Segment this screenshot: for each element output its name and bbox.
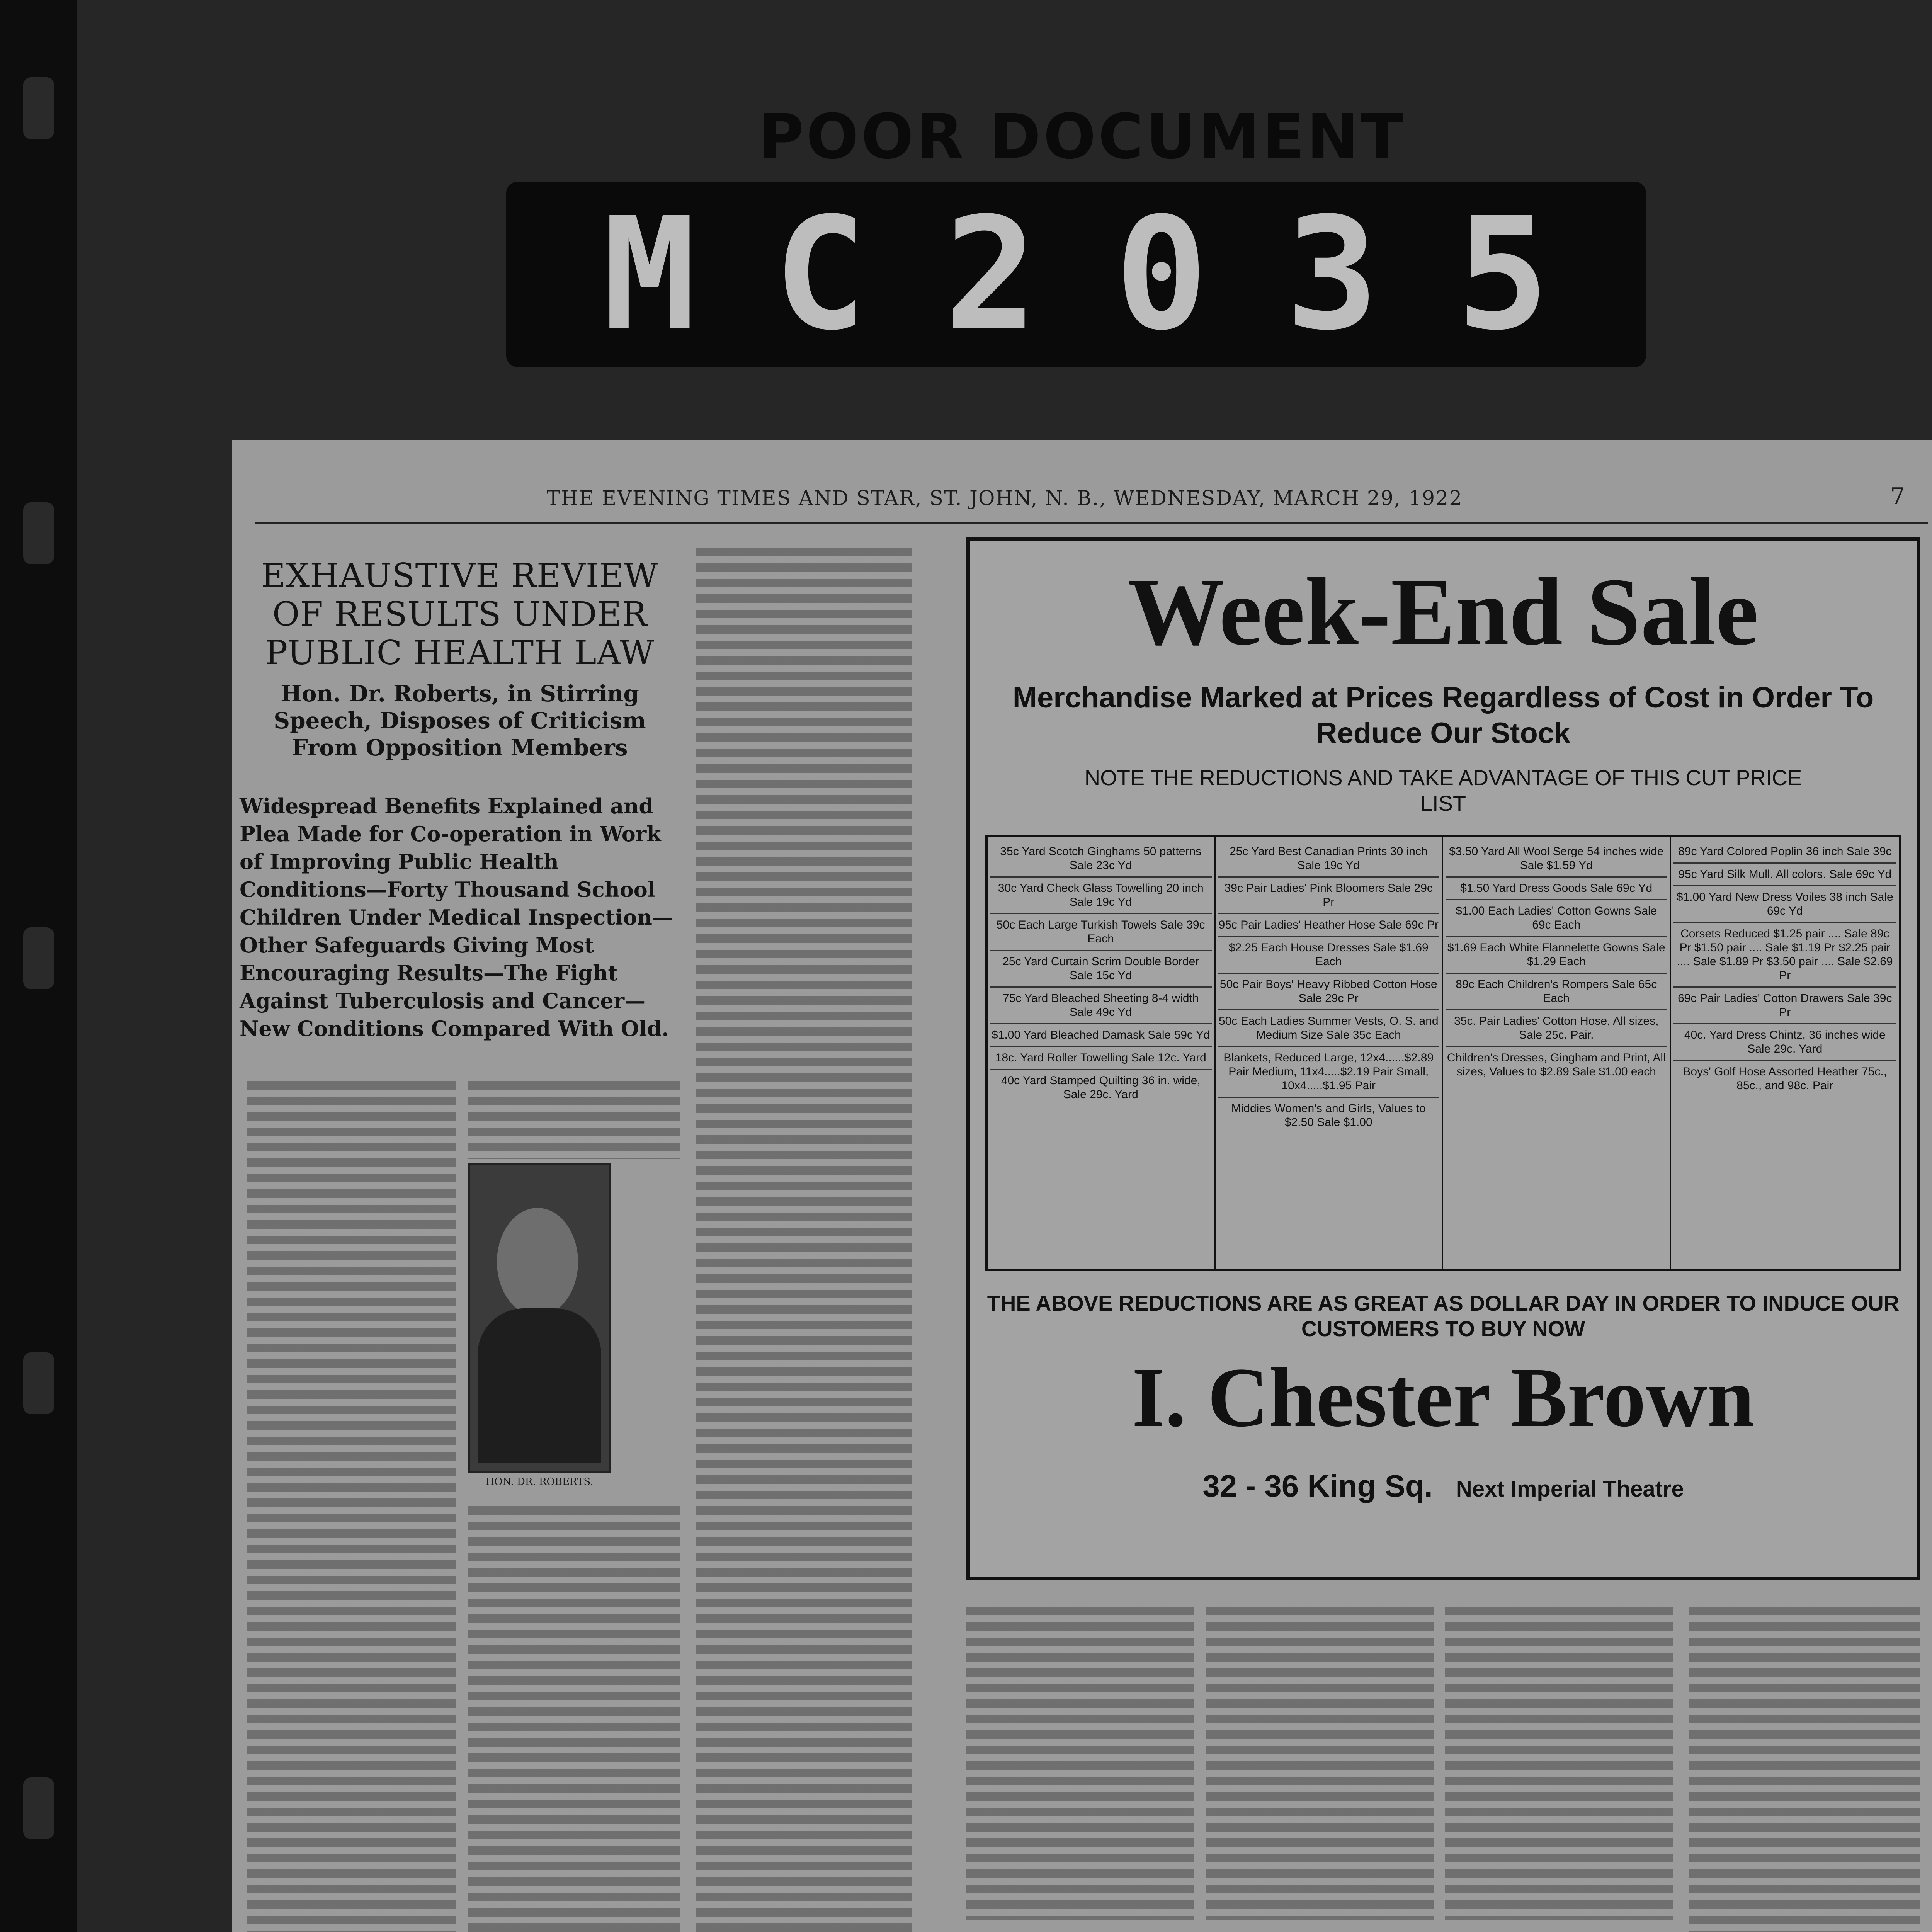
address-note: Next Imperial Theatre [1456,1476,1684,1502]
lower-column-3 [1445,1600,1673,1920]
price-item: $2.25 Each House Dresses Sale $1.69 Each [1218,937,1440,974]
article-column-1 [247,1074,456,1932]
illegible-text-lines [1689,1600,1920,1932]
price-item: $1.50 Yard Dress Goods Sale 69c Yd [1446,878,1667,900]
article-column-2-top [468,1074,680,1159]
price-item: 50c Pair Boys' Heavy Ribbed Cotton Hose Sale 29c Pr [1218,974,1440,1010]
price-item: 39c Pair Ladies' Pink Bloomers Sale 29c Pr [1218,878,1440,914]
price-item: 40c Yard Stamped Quilting 36 in. wide, Sale 29c. Yard [1001,1074,1201,1101]
ad-note: NOTE THE REDUCTIONS AND TAKE ADVANTAGE OF THIS CUT PRICE LIST [1084,765,1802,815]
price-item: $1.00 Yard New Dress Voiles 38 inch Sale 69c Yd [1673,886,1897,923]
price-item: Children's Dresses, Gingham and Print, All sizes, Values to $2.89 Sale $1.00 each [1447,1051,1666,1078]
ad-bottom-note: THE ABOVE REDUCTIONS ARE AS GREAT AS DOLLAR DAY IN ORDER TO INDUCE OUR CUSTOMERS TO BUY NOW [987,1291,1900,1341]
price-item: 40c. Yard Dress Chintz, 36 inches wide Sale 29c. Yard [1673,1024,1897,1061]
price-item: $1.69 Each White Flannelette Gowns Sale $1.29 Each [1446,937,1667,974]
microfilm-code-label [506,182,1646,367]
page-number: 7 [1890,483,1905,510]
price-item: 95c Yard Silk Mull. All colors. Sale 69c Yd [1673,864,1897,886]
ad-title: Week-End Sale [1128,558,1759,665]
price-item: Corsets Reduced $1.25 pair .... Sale 89c Pr $1.50 pair .... Sale $1.19 Pr $2.25 pair .... Sale $1.89 Pr $3.50 pair .... Sale $2.69 Pr [1673,923,1897,988]
illegible-text-lines [696,541,912,1932]
illegible-text-lines [966,1600,1194,1920]
price-column [1443,837,1671,1269]
film-rail-left [0,0,77,1932]
newspaper-page [232,440,1932,1932]
article-column-3 [696,541,912,1932]
price-item: 89c Yard Colored Poplin 36 inch Sale 39c [1673,841,1897,864]
price-list-grid [985,835,1901,1271]
illegible-text-lines [1445,1600,1673,1920]
address-text: 32 - 36 King Sq. [1202,1469,1433,1503]
article-headline: EXHAUSTIVE REVIEW OF RESULTS UNDER PUBLIC HEALTH LAW [261,556,658,672]
price-item: $1.00 Yard Bleached Damask Sale 59c Yd [990,1024,1212,1047]
sale-advertisement [966,537,1920,1580]
lower-column-2 [1206,1600,1434,1920]
lower-column-4 [1689,1600,1920,1932]
price-item: 35c. Pair Ladies' Cotton Hose, All sizes, Sale 25c. Pair. [1446,1010,1667,1047]
code-char: 5 [1456,184,1549,364]
illegible-text-lines [468,1499,680,1932]
code-char: M [603,184,696,364]
price-item: 30c Yard Check Glass Towelling 20 inch Sale 19c Yd [990,878,1212,914]
price-item: 25c Yard Best Canadian Prints 30 inch Sale 19c Yd [1218,841,1440,878]
price-column [1671,837,1899,1269]
price-item: 50c Each Ladies Summer Vests, O. S. and Medium Size Sale 35c Each [1218,1010,1440,1047]
price-item: 35c Yard Scotch Ginghams 50 patterns Sale 23c Yd [990,841,1212,878]
price-item: 95c Pair Ladies' Heather Hose Sale 69c Pr [1218,914,1440,937]
code-char: C [774,184,867,364]
price-item: $1.00 Each Ladies' Cotton Gowns Sale 69c Each [1446,900,1667,937]
price-item: Blankets, Reduced Large, 12x4......$2.89 Pair Medium, 11x4.....$2.19 Pair Small, 10x4.....$1.95 Pair [1218,1047,1440,1098]
code-char: 0 [1115,184,1208,364]
lower-column-1 [966,1600,1194,1920]
masthead-rule [255,522,1928,524]
code-char: 3 [1286,184,1379,364]
price-item: Boys' Golf Hose Assorted Heather 75c., 85c., and 98c. Pair [1683,1065,1887,1092]
price-item: $3.50 Yard All Wool Serge 54 inches wide Sale $1.59 Yd [1446,841,1667,878]
code-char: 2 [944,184,1037,364]
price-item: 25c Yard Curtain Scrim Double Border Sale 15c Yd [990,951,1212,988]
illegible-text-lines [468,1074,680,1159]
price-item: 50c Each Large Turkish Towels Sale 39c Each [990,914,1212,951]
poor-document-stamp: POOR DOCUMENT [759,100,1405,173]
price-item: 69c Pair Ladies' Cotton Drawers Sale 39c Pr [1673,988,1897,1024]
article-deck: Widespread Benefits Explained and Plea Made for Co-operation in Work of Improving Public Health Conditions—Forty Thousand School Children Under Medical Inspection—Other Safeguards Giving Most Encouraging Results—The Fight Against Tuberculosis and Cancer—New Conditions Compared With Old. [240,794,673,1041]
illegible-text-lines [1206,1600,1434,1920]
article-subhead: Hon. Dr. Roberts, in Stirring Speech, Disposes of Criticism From Opposition Members [274,680,646,761]
store-address [970,1468,1917,1504]
photo-caption: HON. DR. ROBERTS. [485,1476,594,1488]
ad-subtitle: Merchandise Marked at Prices Regardless of Cost in Order To Reduce Our Stock [1012,681,1874,750]
price-item: 89c Each Children's Rompers Sale 65c Each [1446,974,1667,1010]
portrait-photo [468,1163,611,1473]
price-column [988,837,1216,1269]
article-column-2 [468,1499,680,1932]
store-name: I. Chester Brown [1132,1350,1755,1444]
illegible-text-lines [247,1074,456,1932]
price-item: 75c Yard Bleached Sheeting 8-4 width Sale 49c Yd [990,988,1212,1024]
price-item: 18c. Yard Roller Towelling Sale 12c. Yard [990,1047,1212,1070]
price-column [1216,837,1444,1269]
price-item: Middies Women's and Girls, Values to $2.50 Sale $1.00 [1231,1102,1426,1129]
masthead: THE EVENING TIMES AND STAR, ST. JOHN, N. B., WEDNESDAY, MARCH 29, 1922 [546,487,1463,510]
